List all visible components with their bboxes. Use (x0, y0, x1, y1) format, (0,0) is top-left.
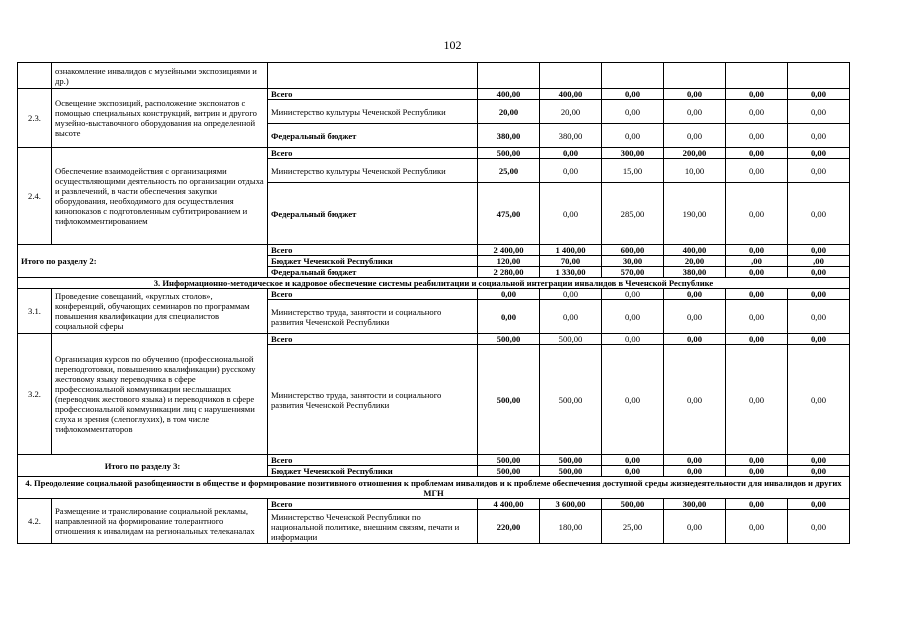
row-description: Проведение совещаний, «круглых столов», конференций, обучающих семинаров по программам повышения квалификации для специалистов социальной сферы (52, 289, 268, 334)
value-cell: 500,00 (478, 334, 540, 345)
source-cell: Министерство Чеченской Республики по национальной политике, внешним связям, печати и информации (268, 510, 478, 544)
table-row (18, 334, 850, 345)
value-cell: 190,00 (664, 183, 726, 245)
page-number: 102 (443, 38, 462, 52)
source-cell: Федеральный бюджет (268, 124, 478, 148)
table-row (18, 148, 850, 159)
value-cell: 0,00 (602, 345, 664, 455)
value-cell: 0,00 (726, 148, 788, 159)
value-cell: 400,00 (664, 245, 726, 256)
value-cell: 500,00 (478, 455, 540, 466)
source-cell: Бюджет Чеченской Республики (268, 466, 478, 477)
value-cell: 0,00 (726, 183, 788, 245)
value-cell: 0,00 (664, 455, 726, 466)
value-cell: 0,00 (726, 89, 788, 100)
value-cell: 0,00 (664, 89, 726, 100)
value-cell: 2 400,00 (478, 245, 540, 256)
source-cell: Министерство культуры Чеченской Республики (268, 159, 478, 183)
table-row (18, 477, 850, 499)
value-cell: 0,00 (726, 100, 788, 124)
value-cell: 380,00 (478, 124, 540, 148)
value-cell: 0,00 (788, 334, 850, 345)
value-cell: 0,00 (540, 148, 602, 159)
value-cell: 300,00 (664, 499, 726, 510)
value-cell: 0,00 (602, 455, 664, 466)
value-cell: 500,00 (540, 334, 602, 345)
budget-table (17, 62, 850, 544)
value-cell: 0,00 (788, 183, 850, 245)
value-cell: 0,00 (664, 510, 726, 544)
table-row (18, 89, 850, 100)
source-cell: Всего (268, 89, 478, 100)
source-cell: Всего (268, 289, 478, 300)
value-cell: 0,00 (664, 300, 726, 334)
section-total-label: Итого по разделу 2: (18, 245, 268, 278)
value-cell: 300,00 (602, 148, 664, 159)
row-number: 2.4. (18, 148, 52, 245)
value-cell: 30,00 (602, 256, 664, 267)
value-cell: 0,00 (664, 345, 726, 455)
value-cell: 0,00 (726, 499, 788, 510)
value-cell: 0,00 (726, 510, 788, 544)
value-cell: 400,00 (540, 89, 602, 100)
value-cell: 380,00 (664, 267, 726, 278)
source-cell: Министерство труда, занятости и социального развития Чеченской Республики (268, 345, 478, 455)
value-cell: 500,00 (540, 466, 602, 477)
value-cell: 600,00 (602, 245, 664, 256)
value-cell: 25,00 (602, 510, 664, 544)
row-number: 4.2. (18, 499, 52, 544)
value-cell: 500,00 (478, 148, 540, 159)
value-cell: 120,00 (478, 256, 540, 267)
row-description: Организация курсов по обучению (профессиональной переподготовки, повышению квалификации) русскому жестовому языку переводчика в сфере профессиональной коммуникации неслышащих (переводчик жестового языка) и переводчиков в сфере профессиональной коммуникации лиц с нарушениями слуха и зрения (слепоглухих), в том числе тифлокомментаторов (52, 334, 268, 455)
source-cell: Бюджет Чеченской Республики (268, 256, 478, 267)
value-cell: 475,00 (478, 183, 540, 245)
value-cell: 0,00 (602, 300, 664, 334)
value-cell: 0,00 (540, 300, 602, 334)
source-cell: Министерство труда, занятости и социального развития Чеченской Республики (268, 300, 478, 334)
source-cell: Всего (268, 148, 478, 159)
value-cell: 0,00 (602, 124, 664, 148)
value-cell: 0,00 (664, 100, 726, 124)
value-cell: 400,00 (478, 89, 540, 100)
value-cell: 0,00 (788, 510, 850, 544)
value-cell: 0,00 (664, 289, 726, 300)
source-cell: Всего (268, 245, 478, 256)
value-cell: 0,00 (726, 466, 788, 477)
value-cell: 0,00 (788, 89, 850, 100)
value-cell: 285,00 (602, 183, 664, 245)
table-row (18, 63, 850, 89)
section-header: 3. Информационно-методическое и кадровое обеспечение системы реабилитации и социальной интеграции инвалидов в Чеченской Республике (18, 278, 850, 289)
value-cell: 220,00 (478, 510, 540, 544)
value-cell: 3 600,00 (540, 499, 602, 510)
value-cell: 4 400,00 (478, 499, 540, 510)
value-cell: 0,00 (540, 183, 602, 245)
value-cell: 0,00 (726, 289, 788, 300)
value-cell: 500,00 (478, 345, 540, 455)
value-cell: 0,00 (726, 124, 788, 148)
value-cell: 0,00 (602, 334, 664, 345)
value-cell: 200,00 (664, 148, 726, 159)
value-cell: 0,00 (540, 289, 602, 300)
row-description: Обеспечение взаимодействия с организациями осуществляющими деятельность по организации отдыха и развлечений, в части обеспечения закупки оборудования, необходимого для осуществления кинопоказов с подготовленным субтитрированием и тифлокомментированием (52, 148, 268, 245)
value-cell: 0,00 (788, 245, 850, 256)
value-cell: 20,00 (540, 100, 602, 124)
value-cell: ,00 (788, 256, 850, 267)
value-cell: 20,00 (478, 100, 540, 124)
value-cell: 0,00 (478, 289, 540, 300)
value-cell: 0,00 (726, 345, 788, 455)
value-cell: 0,00 (726, 245, 788, 256)
source-cell: Министерство культуры Чеченской Республики (268, 100, 478, 124)
value-cell: 180,00 (540, 510, 602, 544)
value-cell: 0,00 (664, 124, 726, 148)
value-cell: 0,00 (726, 455, 788, 466)
table-row (18, 499, 850, 510)
value-cell: 0,00 (726, 334, 788, 345)
value-cell: 2 280,00 (478, 267, 540, 278)
source-cell: Федеральный бюджет (268, 267, 478, 278)
value-cell: 570,00 (602, 267, 664, 278)
value-cell: 500,00 (540, 345, 602, 455)
row-number: 3.1. (18, 289, 52, 334)
value-cell: 380,00 (540, 124, 602, 148)
source-cell: Всего (268, 334, 478, 345)
value-cell: 0,00 (726, 267, 788, 278)
section-header: 4. Преодоление социальной разобщенности в обществе и формирование позитивного отношения к проблемам инвалидов и к проблеме обеспечения доступной среды жизнедеятельности для инвалидов и других МГН (18, 477, 850, 499)
source-cell: Федеральный бюджет (268, 183, 478, 245)
value-cell: 0,00 (664, 334, 726, 345)
value-cell: 0,00 (788, 267, 850, 278)
row-description: ознакомление инвалидов с музейными экспозициями и др.) (52, 63, 268, 89)
value-cell: 0,00 (788, 148, 850, 159)
value-cell: 25,00 (478, 159, 540, 183)
value-cell: 20,00 (664, 256, 726, 267)
row-number: 3.2. (18, 334, 52, 455)
value-cell: 500,00 (602, 499, 664, 510)
value-cell: 500,00 (540, 455, 602, 466)
row-number: 2.3. (18, 89, 52, 148)
table-row (18, 245, 850, 256)
value-cell: 0,00 (788, 455, 850, 466)
table-row (18, 289, 850, 300)
value-cell: 0,00 (726, 300, 788, 334)
value-cell: 70,00 (540, 256, 602, 267)
value-cell: 0,00 (664, 466, 726, 477)
value-cell: 1 400,00 (540, 245, 602, 256)
source-cell: Всего (268, 455, 478, 466)
value-cell: 0,00 (788, 345, 850, 455)
value-cell: 0,00 (540, 159, 602, 183)
value-cell: 0,00 (602, 100, 664, 124)
value-cell: 0,00 (788, 499, 850, 510)
table-row (18, 278, 850, 289)
source-cell: Всего (268, 499, 478, 510)
value-cell: 15,00 (602, 159, 664, 183)
value-cell: 0,00 (478, 300, 540, 334)
value-cell: 0,00 (788, 159, 850, 183)
value-cell: 0,00 (602, 466, 664, 477)
value-cell: 0,00 (788, 289, 850, 300)
value-cell: 10,00 (664, 159, 726, 183)
value-cell: 1 330,00 (540, 267, 602, 278)
row-number (18, 63, 52, 89)
section-total-label: Итого по разделу 3: (18, 455, 268, 477)
value-cell: 500,00 (478, 466, 540, 477)
value-cell: ,00 (726, 256, 788, 267)
value-cell: 0,00 (788, 124, 850, 148)
value-cell: 0,00 (788, 466, 850, 477)
value-cell: 0,00 (726, 159, 788, 183)
value-cell: 0,00 (602, 89, 664, 100)
value-cell: 0,00 (602, 289, 664, 300)
value-cell: 0,00 (788, 100, 850, 124)
table-row (18, 455, 850, 466)
row-description: Освещение экспозиций, расположение экспонатов с помощью специальных конструкций, витрин и другого музейно-выставочного оборудования на определенной высоте (52, 89, 268, 148)
row-description: Размещение и транслирование социальной рекламы, направленной на формирование толерантного отношения к инвалидам на региональных телеканалах (52, 499, 268, 544)
value-cell: 0,00 (788, 300, 850, 334)
